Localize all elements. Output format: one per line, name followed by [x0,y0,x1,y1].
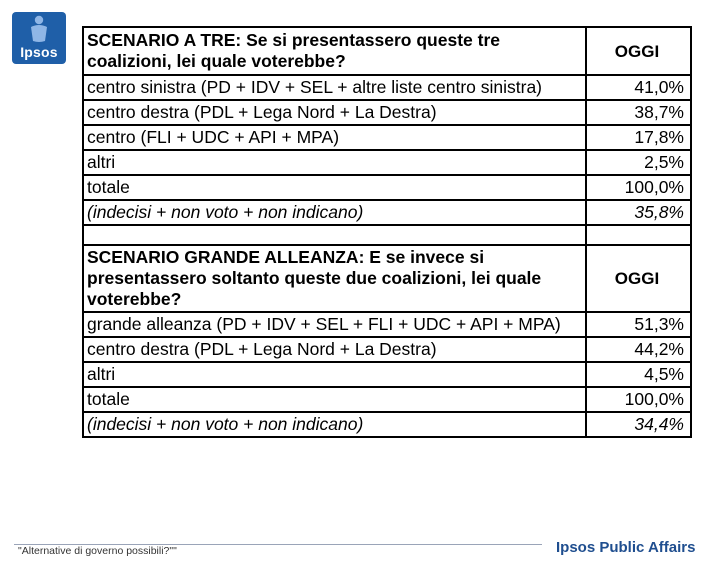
table-row [83,387,691,412]
row-label: totale [83,387,586,412]
scenario-a-column: OGGI [586,27,691,75]
table-row [83,150,691,175]
row-value: 100,0% [586,387,691,412]
row-label: totale [83,175,586,200]
scenario-b-title: SCENARIO GRANDE ALLEANZA: E se invece si presentassero soltanto queste due coalizioni, lei quale voterebbe? [83,245,586,312]
poll-table [82,26,692,438]
row-value: 44,2% [586,337,691,362]
table-row [83,75,691,100]
row-label: centro destra (PDL + Lega Nord + La Destra) [83,337,586,362]
row-label: centro sinistra (PD + IDV + SEL + altre liste centro sinistra) [83,75,586,100]
row-value: 2,5% [586,150,691,175]
row-label: centro (FLI + UDC + API + MPA) [83,125,586,150]
row-label: altri [83,362,586,387]
table-row [83,100,691,125]
scenario-b-column: OGGI [586,245,691,312]
footer-brand: Ipsos Public Affairs [556,539,696,556]
table-row [83,200,691,225]
row-value: 35,8% [586,200,691,225]
footer-note: "Alternative di governo possibili?"" [18,545,177,557]
scenario-a-header [83,27,691,75]
row-value: 34,4% [586,412,691,437]
row-label: grande alleanza (PD + IDV + SEL + FLI + UDC + API + MPA) [83,312,586,337]
ipsos-logo [12,12,66,64]
table-row [83,337,691,362]
row-value: 38,7% [586,100,691,125]
row-value: 51,3% [586,312,691,337]
table-row [83,125,691,150]
row-label: altri [83,150,586,175]
row-value: 4,5% [586,362,691,387]
logo-wordmark: Ipsos [20,44,58,60]
scenario-a-title: SCENARIO A TRE: Se si presentassero queste tre coalizioni, lei quale voterebbe? [83,27,586,75]
table-row [83,312,691,337]
spacer-row [83,225,691,245]
row-value: 100,0% [586,175,691,200]
row-label: (indecisi + non voto + non indicano) [83,412,586,437]
ipsos-figure-icon [28,15,50,43]
table-row [83,175,691,200]
row-label: centro destra (PDL + Lega Nord + La Destra) [83,100,586,125]
row-label: (indecisi + non voto + non indicano) [83,200,586,225]
row-value: 41,0% [586,75,691,100]
row-value: 17,8% [586,125,691,150]
table-row [83,412,691,437]
spacer-cell [586,225,691,245]
spacer-cell [83,225,586,245]
table-row [83,362,691,387]
scenario-b-header [83,245,691,312]
